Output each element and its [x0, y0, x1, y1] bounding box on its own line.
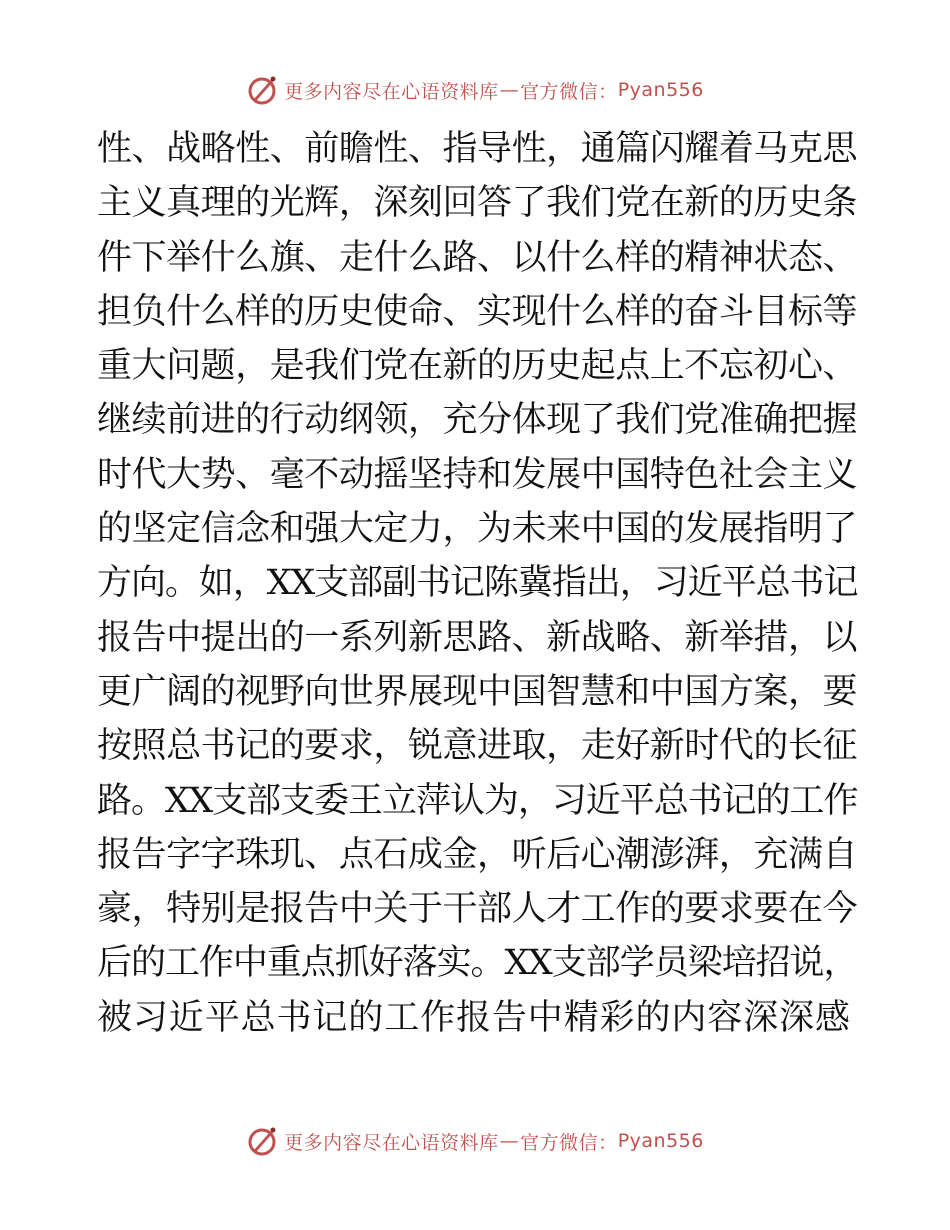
text-line: 路。XX支部支委王立萍认为，习近平总书记的工作: [97, 780, 857, 821]
text-line: 后的工作中重点抓好落实。XX支部学员梁培招说，: [97, 943, 857, 984]
text-line: 重大问题，是我们党在新的历史起点上不忘初心、: [97, 346, 857, 387]
banner-account: Pyan556: [617, 79, 704, 101]
banner-dash: —: [499, 79, 520, 101]
brush-logo-icon: [246, 1124, 280, 1158]
text-line: 被习近平总书记的工作报告中精彩的内容深深感: [97, 997, 851, 1038]
banner-dash: —: [499, 1130, 520, 1152]
text-line: 豪，特别是报告中关于干部人才工作的要求要在今: [97, 889, 857, 930]
brush-logo-icon: [246, 73, 280, 107]
text-line: 更广阔的视野向世界展现中国智慧和中国方案，要: [97, 671, 857, 712]
text-line: 报告中提出的一系列新思路、新战略、新举措，以: [97, 617, 857, 658]
text-line: 件下举什么旗、走什么路、以什么样的精神状态、: [97, 237, 857, 278]
banner-account: Pyan556: [617, 1130, 704, 1152]
header-watermark-banner: [0, 70, 950, 110]
banner-brand-text: 更多内容尽在心语资料库: [284, 1131, 499, 1154]
banner-brand-text: 更多内容尽在心语资料库: [284, 80, 499, 103]
text-line: 的坚定信念和强大定力，为未来中国的发展指明了: [97, 509, 857, 550]
text-line: 主义真理的光辉，深刻回答了我们党在新的历史条: [97, 183, 857, 224]
text-line: 继续前进的行动纲领，充分体现了我们党准确把握: [97, 400, 857, 441]
body-text: [97, 122, 857, 1045]
text-line: 报告字字珠玑、点石成金，听后心潮澎湃，充满自: [97, 834, 857, 875]
text-line: 方向。如，XX支部副书记陈冀指出，习近平总书记: [97, 563, 857, 604]
text-line: 时代大势、毫不动摇坚持和发展中国特色社会主义: [97, 454, 857, 495]
banner-wechat-label: 官方微信：: [520, 1131, 618, 1154]
text-line: 按照总书记的要求，锐意进取，走好新时代的长征: [97, 726, 857, 767]
banner-wechat-label: 官方微信：: [520, 80, 618, 103]
text-line: 性、战略性、前瞻性、指导性，通篇闪耀着马克思: [97, 129, 857, 169]
text-line: 担负什么样的历史使命、实现什么样的奋斗目标等: [97, 291, 857, 332]
footer-watermark-banner: [0, 1121, 950, 1161]
